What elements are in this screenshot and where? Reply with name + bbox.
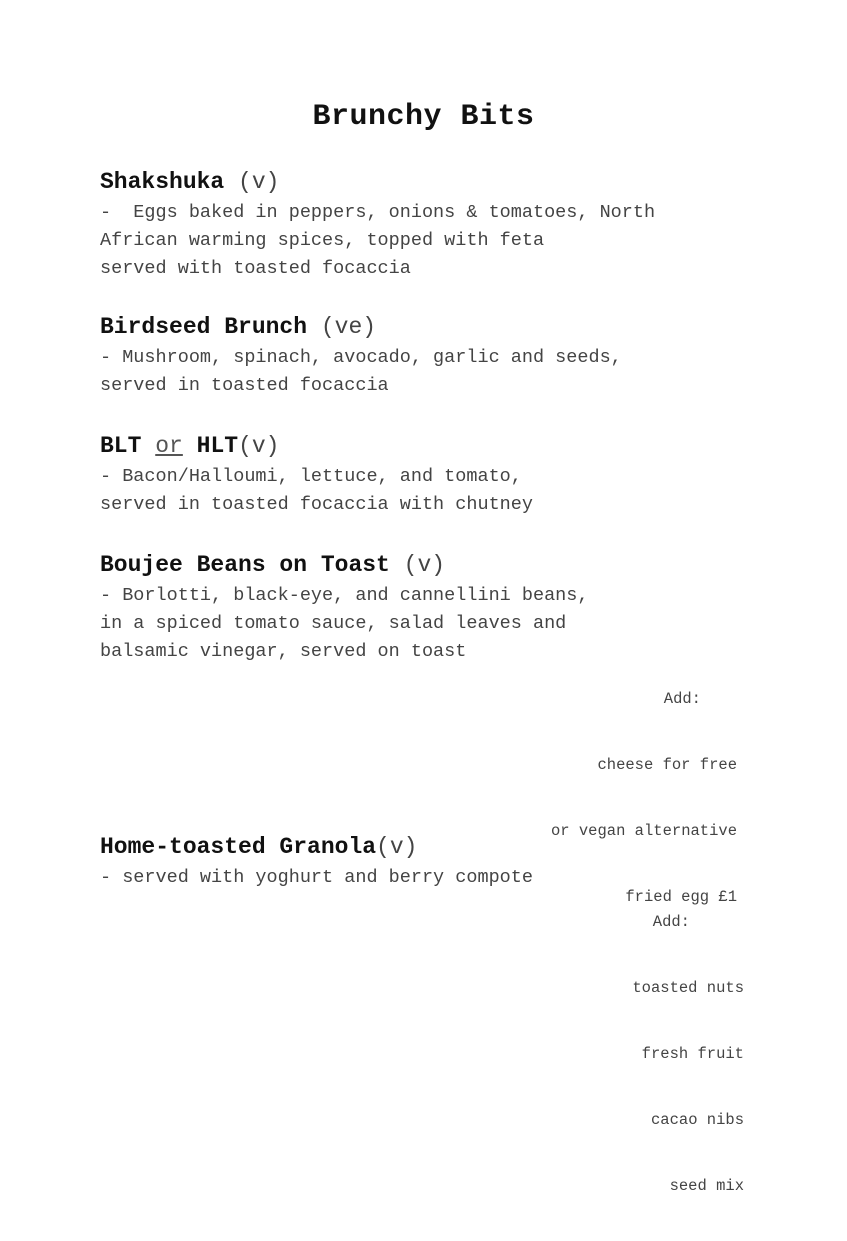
- item-name: Boujee Beans on Toast: [100, 552, 390, 578]
- menu-item-birdseed-brunch: [100, 312, 760, 400]
- description-line: served in toasted focaccia: [100, 375, 389, 396]
- description-line: - Mushroom, spinach, avocado, garlic and seeds,: [100, 347, 622, 368]
- item-name: Birdseed Brunch: [100, 314, 308, 340]
- addon-option: cacao nibs: [650, 1111, 744, 1129]
- addon-option: seed mix: [669, 1177, 744, 1195]
- item-description: [100, 199, 760, 283]
- or-connector: or: [155, 433, 183, 459]
- diet-tag: (v): [403, 552, 446, 578]
- item-heading: [100, 167, 760, 197]
- addons-granola: [632, 867, 744, 1241]
- addons-header: Add:: [663, 690, 701, 708]
- description-line: - Borlotti, black-eye, and cannellini beans,: [100, 585, 589, 606]
- description-line: African warming spices, topped with feta: [100, 230, 545, 251]
- item-heading: [100, 312, 760, 342]
- description-line: - served with yoghurt and berry compote: [100, 867, 533, 888]
- diet-tag: (ve): [320, 314, 377, 340]
- diet-tag: (v): [376, 834, 418, 860]
- menu-item-blt-hlt: [100, 431, 760, 519]
- item-heading: [100, 832, 760, 862]
- description-line: balsamic vinegar, served on toast: [100, 641, 467, 662]
- item-name: Shakshuka: [100, 169, 225, 195]
- addon-option: toasted nuts: [632, 979, 744, 997]
- addon-option: cheese for free: [597, 756, 737, 774]
- addon-option: or vegan alternative: [550, 822, 737, 840]
- description-line: served with toasted focaccia: [100, 258, 411, 279]
- addon-option: fresh fruit: [641, 1045, 744, 1063]
- description-line: - Eggs baked in peppers, onions & tomatoes, North: [100, 202, 656, 223]
- item-name-blt: BLT: [100, 433, 142, 459]
- description-line: served in toasted focaccia with chutney: [100, 494, 533, 515]
- item-heading: [100, 431, 760, 461]
- menu-item-shakshuka: [100, 167, 760, 283]
- description-line: - Bacon/Halloumi, lettuce, and tomato,: [100, 466, 522, 487]
- menu-title: Brunchy Bits: [312, 100, 535, 134]
- item-description: [100, 344, 760, 400]
- item-name-hlt: HLT: [196, 433, 239, 459]
- diet-tag: (v): [238, 169, 280, 195]
- item-name: Home-toasted Granola: [100, 834, 377, 860]
- item-description: [100, 463, 760, 519]
- description-line: in a spiced tomato sauce, salad leaves and: [100, 613, 567, 634]
- diet-tag: (v): [238, 433, 280, 459]
- addons-header: Add:: [652, 913, 690, 931]
- item-heading: [100, 550, 760, 580]
- addon-option: fried egg £1: [625, 888, 737, 906]
